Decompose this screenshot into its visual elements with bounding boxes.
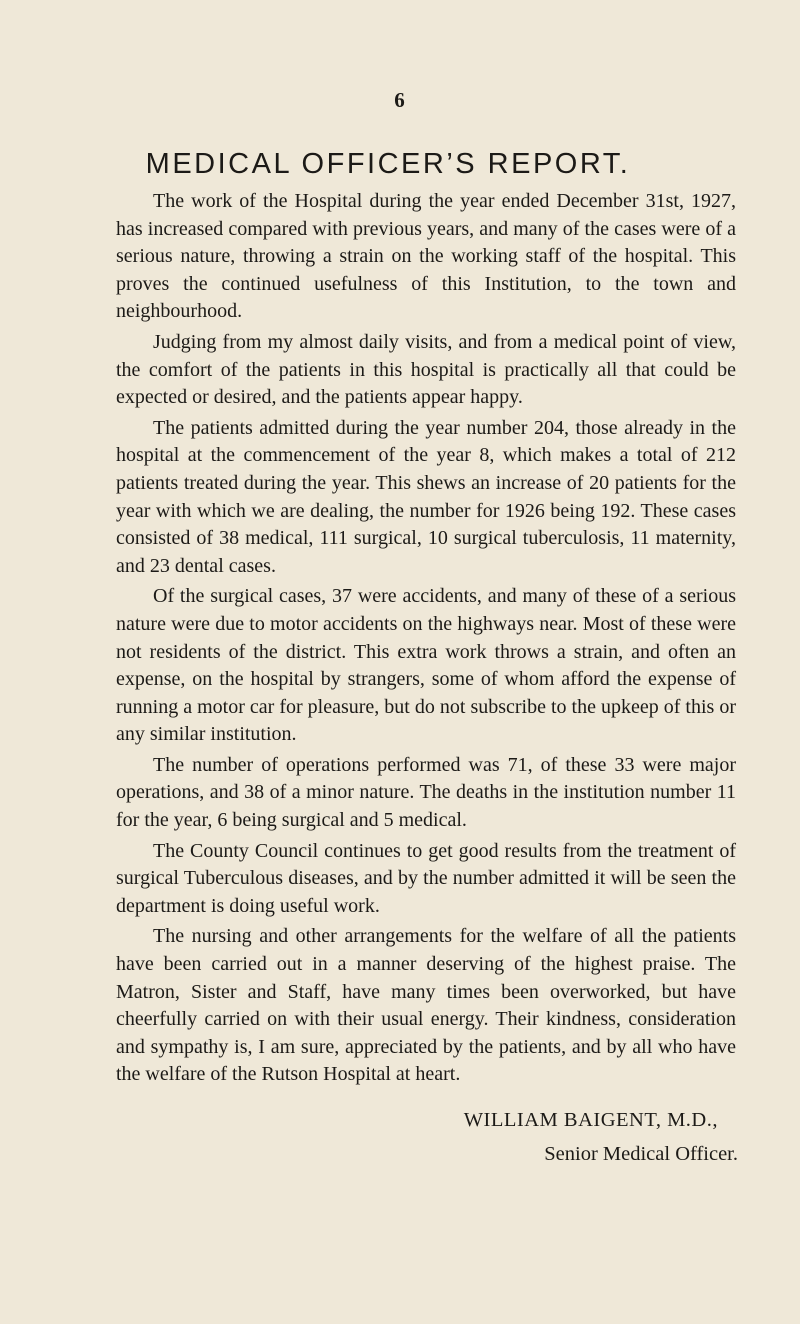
paragraph-hospital-work: The work of the Hospital during the year ended December 31st, 1927, has increased compared with previous years, and many of the cases were of a serious nature, throwing a strain on the working staff of the hospital. This proves the continued usefulness of this Institution, to the town and neighbourhood. — [116, 190, 736, 323]
report-body — [116, 188, 736, 1092]
page-number: 6 — [394, 88, 406, 112]
signature-name: WILLIAM BAIGENT, M.D., — [463, 1109, 718, 1131]
paragraph-operations: The number of operations performed was 71, of these 33 were major operations, and 38 of a minor nature. The deaths in the institution number 11 for the year, 6 being surgical and 5 medical. — [116, 753, 736, 832]
paragraph-nursing-staff: The nursing and other arrangements for the welfare of all the patients have been carried out in a manner deserving of the highest praise. The Matron, Sister and Staff, have many times been overworked, but have cheerfully carried on with their usual energy. Their kindness, consideration and sympathy is, I am sure, appreciated by the patients, and by all who have the welfare of the Rutson Hospital at heart. — [116, 925, 736, 1086]
signature-role: Senior Medical Officer. — [544, 1143, 738, 1165]
paragraph-county-council: The County Council continues to get good results from the treatment of surgical Tuberculous diseases, and by the number admitted it will be seen the department is doing useful work. — [116, 839, 736, 917]
paragraph-patient-comfort: Judging from my almost daily visits, and from a medical point of view, the comfort of the patients in this hospital is practically all that could be expected or desired, and the patients appear happy. — [116, 330, 736, 409]
paragraph-admissions: The patients admitted during the year number 204, those already in the hospital at the commencement of the year 8, which makes a total of 212 patients treated during the year. This shews an increase of 20 patients for the year with which we are dealing, the number for 1926 being 192. These cases consisted of 38 medical, 111 surgical, 10 surgical tuberculosis, 11 maternity, and 23 dental cases. — [116, 416, 736, 577]
paragraph-surgical-cases: Of the surgical cases, 37 were accidents, and many of these of a serious nature were due to motor accidents on the highways near. Most of these were not residents of the district. This extra work throws a strain, and often an expense, on the hospital by strangers, some of whom afford the expense of running a motor car for pleasure, but do not subscribe to the upkeep of this or any similar institution. — [116, 585, 736, 746]
report-title: MEDICAL OFFICER’S REPORT. — [145, 148, 631, 181]
signature-block — [0, 1103, 738, 1171]
